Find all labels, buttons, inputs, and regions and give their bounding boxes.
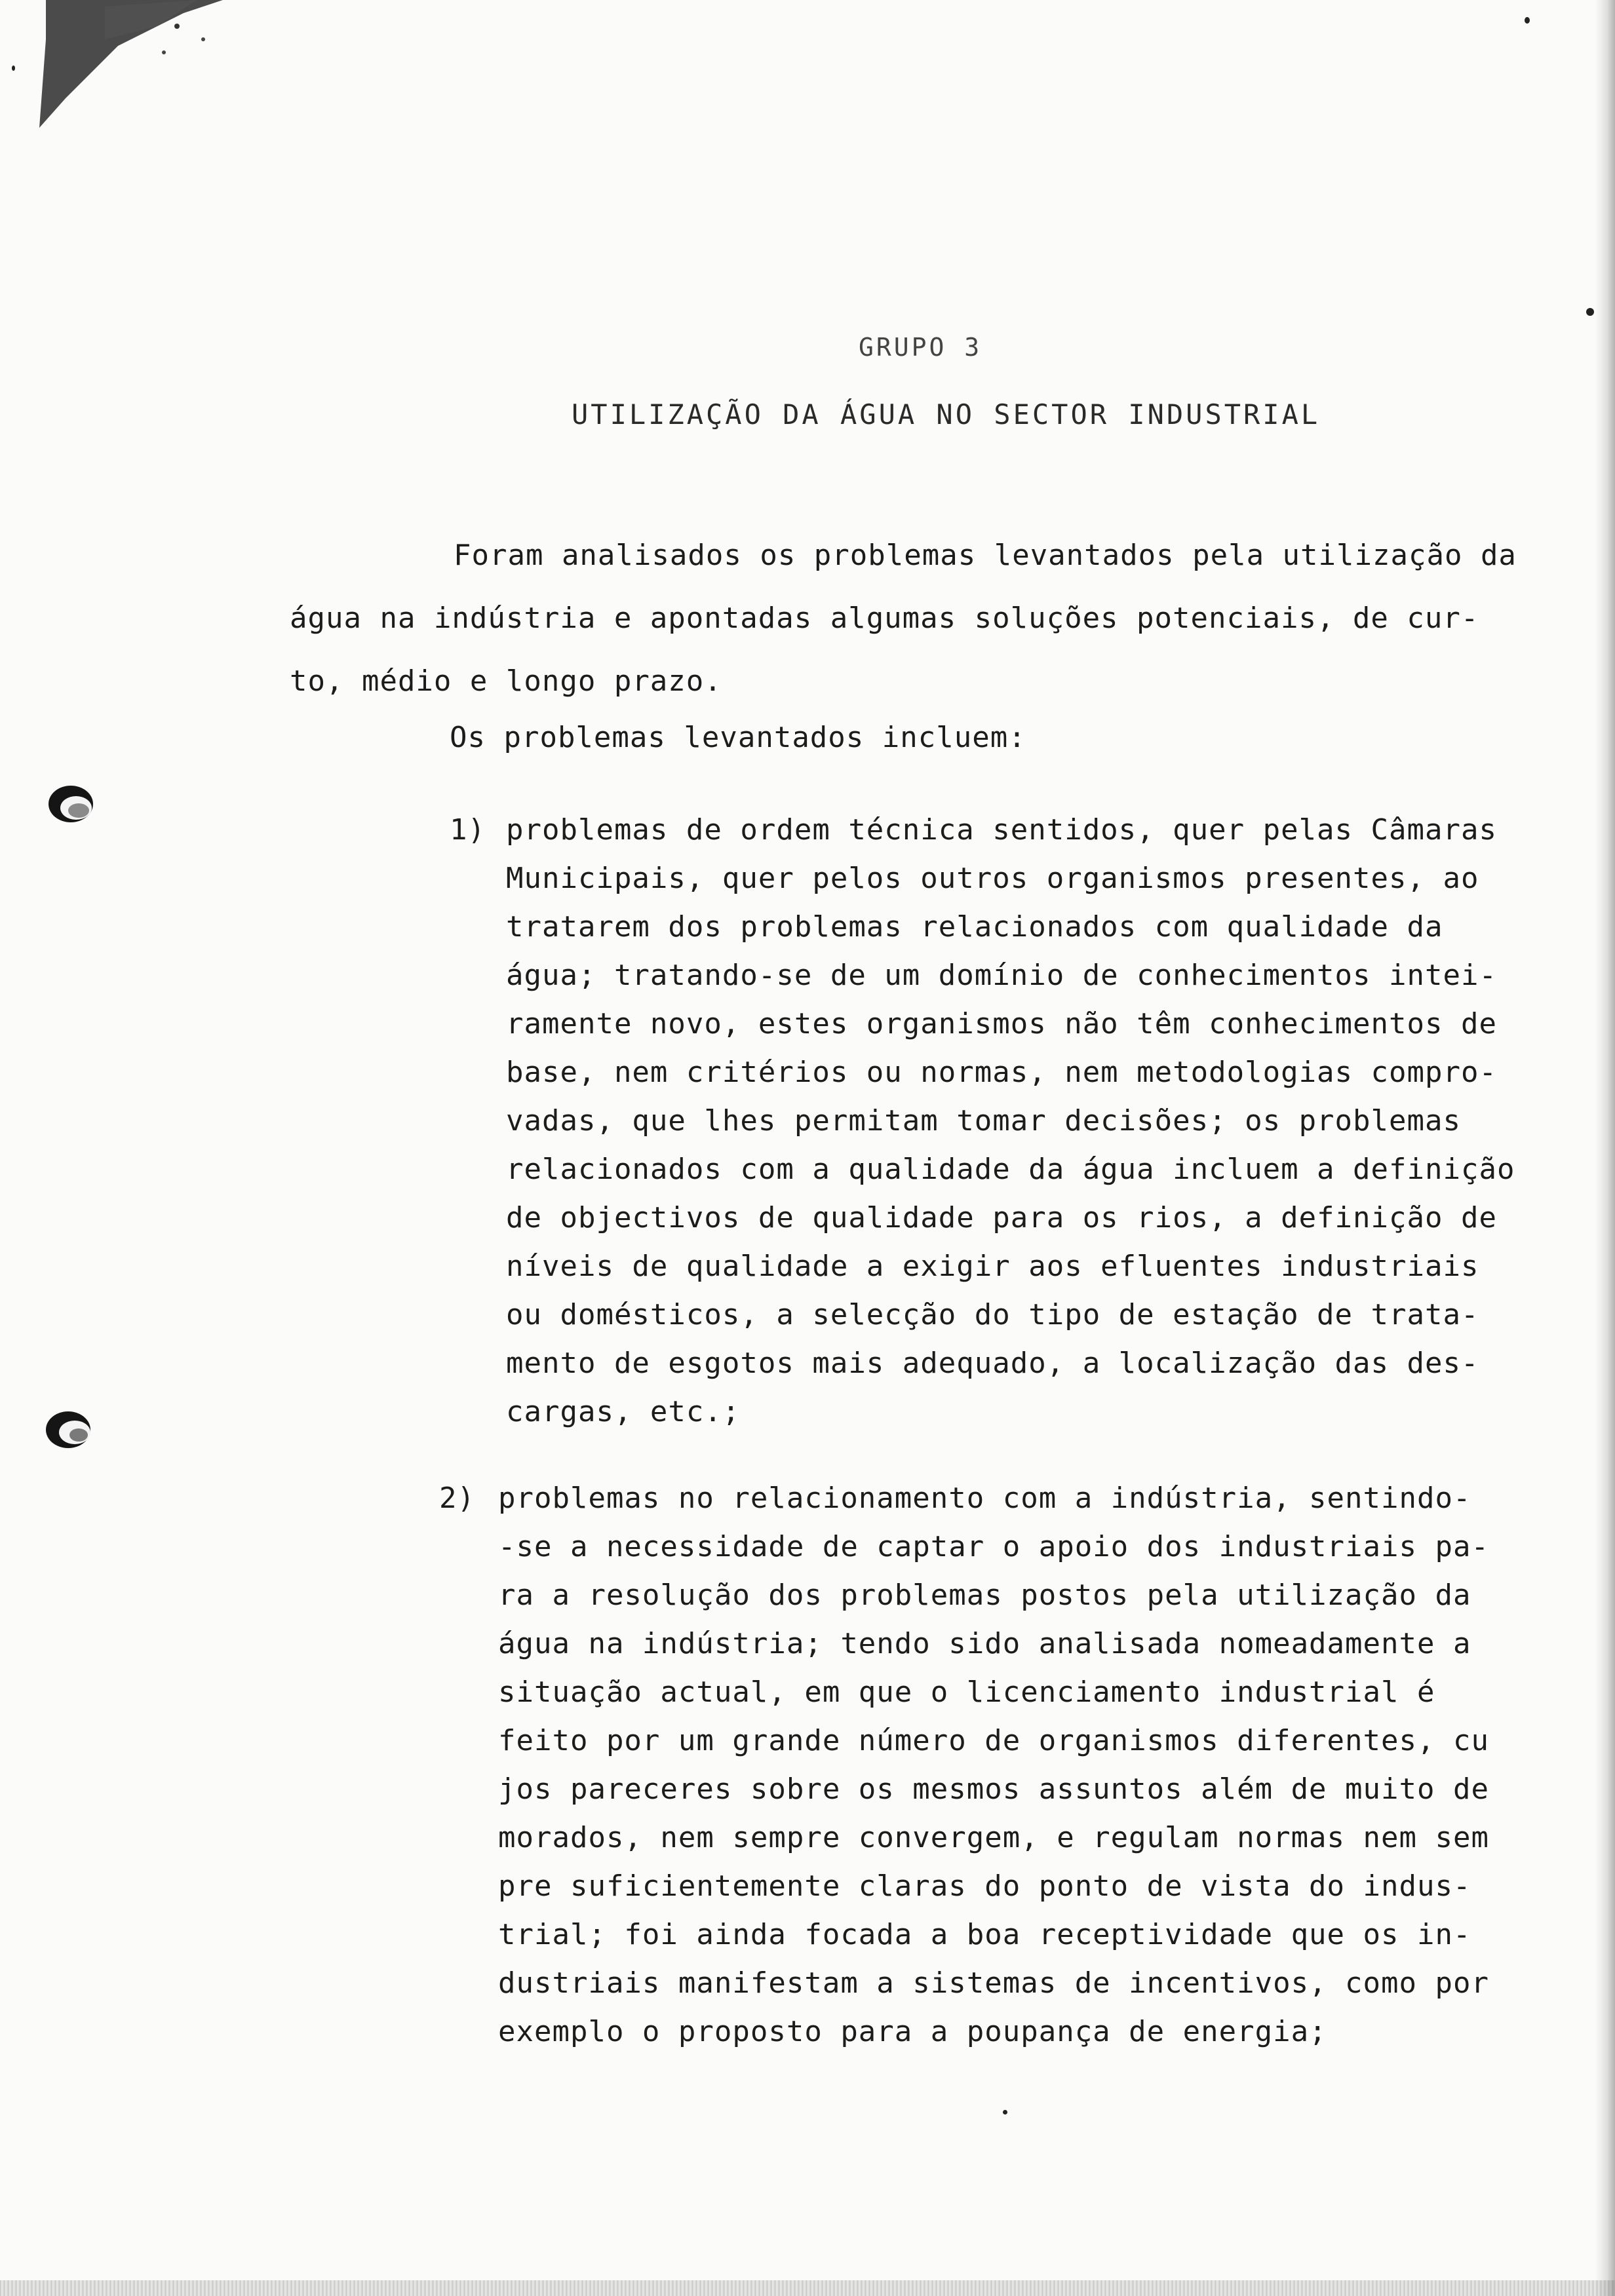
list-item-body bbox=[506, 806, 1515, 1436]
list-item-line: mento de esgotos mais adequado, a localização das des- bbox=[506, 1347, 1479, 1380]
problems-intro: Os problemas levantados incluem: bbox=[450, 721, 1026, 754]
list-item-line: Municipais, quer pelos outros organismos presentes, ao bbox=[506, 862, 1479, 895]
intro-line: água na indústria e apontadas algumas soluções potenciais, de cur- bbox=[290, 602, 1479, 635]
list-item-line: base, nem critérios ou normas, nem metodologias compro- bbox=[506, 1056, 1497, 1089]
list-item-body bbox=[498, 1474, 1489, 2056]
list-item-line: -se a necessidade de captar o apoio dos industriais pa- bbox=[498, 1530, 1489, 1563]
list-item-line: de objectivos de qualidade para os rios, a definição de bbox=[506, 1201, 1497, 1234]
list-item-line: feito por um grande número de organismos diferentes, cu bbox=[498, 1724, 1489, 1757]
scan-corner-smudge bbox=[26, 0, 223, 131]
list-item-line: ra a resolução dos problemas postos pela utilização da bbox=[498, 1578, 1471, 1612]
intro-paragraph bbox=[290, 524, 1594, 713]
list-item-line: tratarem dos problemas relacionados com qualidade da bbox=[506, 910, 1443, 944]
list-item-line: problemas de ordem técnica sentidos, quer pelas Câmaras bbox=[506, 813, 1497, 847]
list-item-line: problemas no relacionamento com a indústria, sentindo- bbox=[498, 1482, 1471, 1515]
list-item-line: água; tratando-se de um domínio de conhecimentos intei- bbox=[506, 959, 1497, 992]
list-item-line: ou domésticos, a selecção do tipo de estação de trata- bbox=[506, 1298, 1479, 1331]
list-item-line: ramente novo, estes organismos não têm conhecimentos de bbox=[506, 1007, 1497, 1041]
main-title: UTILIZAÇÃO DA ÁGUA NO SECTOR INDUSTRIAL bbox=[572, 398, 1321, 430]
list-item-2 bbox=[439, 1474, 1489, 2056]
scan-speck bbox=[1586, 308, 1594, 316]
punch-hole-icon bbox=[41, 776, 106, 829]
list-item-line: água na indústria; tendo sido analisada nomeadamente a bbox=[498, 1627, 1471, 1660]
list-item-line: situação actual, em que o licenciamento industrial é bbox=[498, 1675, 1435, 1709]
list-item-line: dustriais manifestam a sistemas de incentivos, como por bbox=[498, 1966, 1489, 2000]
list-item-line: vadas, que lhes permitam tomar decisões; os problemas bbox=[506, 1104, 1461, 1138]
scan-speck bbox=[12, 66, 15, 71]
punch-hole-icon bbox=[38, 1402, 104, 1455]
list-item-line: trial; foi ainda focada a boa receptividade que os in- bbox=[498, 1918, 1471, 1951]
list-item-line: relacionados com a qualidade da água incluem a definição bbox=[506, 1153, 1515, 1186]
group-title: GRUPO 3 bbox=[859, 333, 983, 362]
list-item-line: exemplo o proposto para a poupança de energia; bbox=[498, 2015, 1327, 2048]
list-item-line: morados, nem sempre convergem, e regulam normas nem sem bbox=[498, 1821, 1489, 1854]
list-item-line: pre suficientemente claras do ponto de vista do indus- bbox=[498, 1869, 1471, 1903]
list-item-number: 1) bbox=[450, 813, 486, 847]
scan-speck bbox=[1003, 2110, 1007, 2114]
scan-right-edge bbox=[1595, 0, 1615, 2296]
list-item-line: jos pareceres sobre os mesmos assuntos além de muito de bbox=[498, 1772, 1489, 1806]
list-item-number: 2) bbox=[439, 1482, 475, 1515]
list-item-line: níveis de qualidade a exigir aos efluentes industriais bbox=[506, 1250, 1479, 1283]
scan-bottom-edge bbox=[0, 2280, 1615, 2296]
intro-line: Foram analisados os problemas levantados pela utilização da bbox=[454, 539, 1517, 572]
intro-line: to, médio e longo prazo. bbox=[290, 664, 722, 698]
list-item-1 bbox=[450, 806, 1515, 1436]
scan-speck bbox=[1525, 17, 1530, 24]
list-item-line: cargas, etc.; bbox=[506, 1395, 741, 1428]
